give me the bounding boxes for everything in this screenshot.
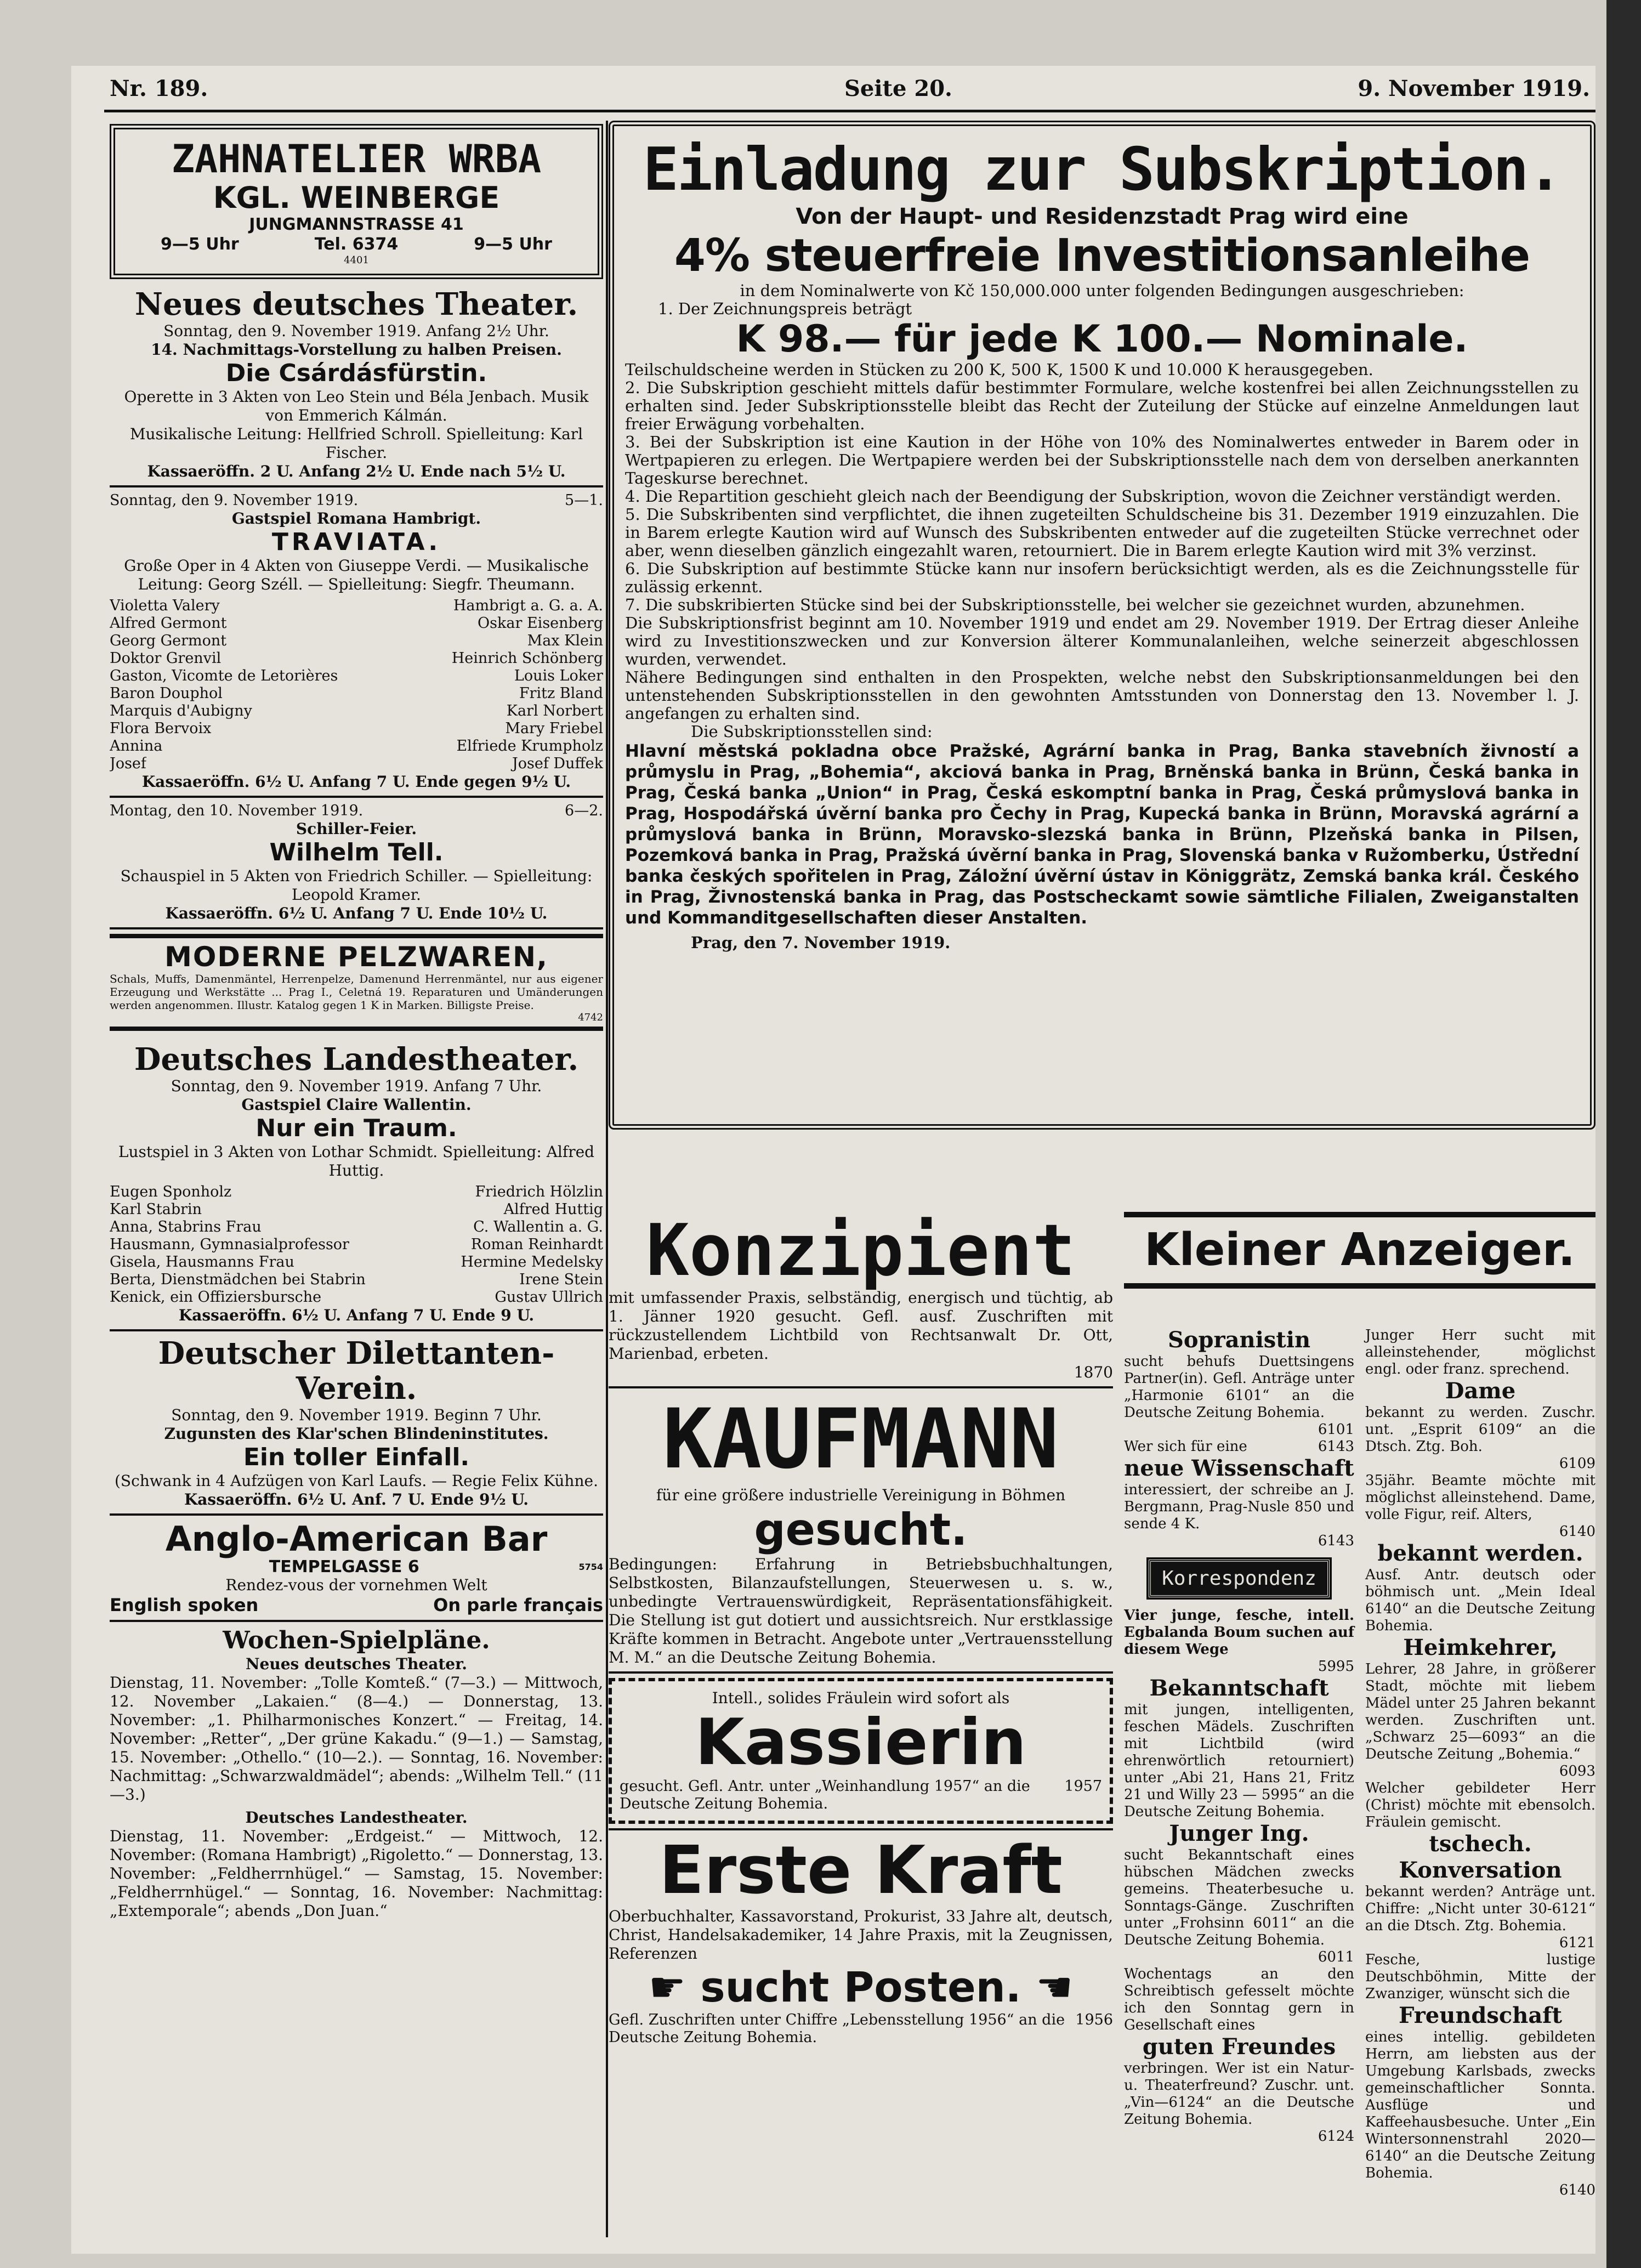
- kleiner-col-1: [1124, 1327, 1354, 2145]
- dil-title: Deutscher Dilettanten-Verein.: [158, 1335, 555, 1407]
- cast-role: Eugen Sponholz: [110, 1183, 232, 1200]
- subscription-notice: [609, 121, 1595, 1130]
- bar-code: 5754: [578, 1562, 603, 1572]
- ndt-line-2: 14. Nachmittags-Vorstellung zu halben Preisen.: [151, 341, 562, 359]
- cast-actor: Fritz Bland: [519, 685, 603, 702]
- woch-text-2: Dienstag, 11. November: „Erdgeist.“ — Mittwoch, 12. November: (Romana Hambrigt) „Rigoletto.“ — Donnerstag, 13. November: „Feldherrnhügel.“ — Samstag, 15. November: „Feldherrnhügel.“ — Sonntag, 16. November: Nachmittag: „Extemporale“; abends „Don Juan.“: [110, 1827, 603, 1920]
- ndt-line-12: Schauspiel in 5 Akten von Friedrich Schiller. — Spielleitung: Leopold Kramer.: [120, 867, 593, 904]
- ka-text: Junger Herr sucht mit alleinstehender, möglichst engl. oder franz. sprechend.: [1365, 1327, 1595, 1377]
- cast-role: Alfred Germont: [110, 615, 227, 632]
- ka-heading: tschech. Konversation: [1399, 1831, 1562, 1883]
- konz-title: Konzipient: [646, 1209, 1076, 1292]
- cast-role: Josef: [110, 755, 146, 772]
- divider: [110, 485, 603, 487]
- kass-line-1: Intell., solides Fräulein wird sofort als: [712, 1689, 1010, 1707]
- pelz-text: Schals, Muffs, Damenmäntel, Herrenpelze, Damenund Herrenmäntel, nur aus eigener Erzeugung und Werkstätte ... Prag I., Celetná 19. Reparaturen und Umänderungen werden angenommen. Illustr. Katalog gegen 1 K in Marken. Billigste Preise.: [110, 972, 603, 1012]
- cast-role: Baron Douphol: [110, 685, 223, 702]
- sub-para-5: 5. Die Subskribenten sind verpflichtet, die ihnen zugeteilten Schuldscheine bis 31. Dezember 1919 einzuzahlen. Die in Barem erlegte Kaution wird auf Wunsch des Subskribenten entweder auf die zugeteilten Stücke verrechnet oder aber, wenn dieselben gänzlich eingezahlt waren, retourniert. Die in Barem erlegte Kaution wird mit 3% verzinst.: [625, 505, 1579, 560]
- cast-actor: Josef Duffek: [512, 755, 603, 772]
- cast-actor: Alfred Huttig: [503, 1201, 603, 1218]
- cast-actor: Hermine Medelsky: [461, 1254, 603, 1271]
- ndt-date-2-code: 5—1.: [565, 492, 603, 509]
- ka-text: Fesche, lustige Deutschböhmin, Mitte der Zwanziger, wünscht sich die: [1365, 1952, 1595, 2002]
- ndt-play-3: Wilhelm Tell.: [269, 838, 444, 866]
- ka-text: sucht behufs Duettsingens Partner(in). Gefl. Anträge unter „Harmonie 6101“ an die Deutsche Zeitung Bohemia.: [1124, 1353, 1354, 1421]
- ndt-date-2: [110, 492, 603, 509]
- bar-street: TEMPELGASSE 6: [269, 1557, 419, 1577]
- ka-code: 6124: [1318, 2128, 1354, 2145]
- cast-role: Flora Bervoix: [110, 720, 212, 737]
- cast-row: [110, 1271, 603, 1289]
- ka-row: [1124, 1438, 1354, 1455]
- divider: [110, 1513, 603, 1516]
- ndt-line-13: Kassaeröffn. 6½ U. Anfang 7 U. Ende 10½ U.: [165, 904, 548, 922]
- kass-code: 1957: [1064, 1778, 1102, 1795]
- cast-row: [110, 650, 603, 667]
- cast-role: Berta, Dienstmädchen bei Stabrin: [110, 1271, 366, 1288]
- ka-code: 6143: [1318, 1438, 1354, 1455]
- cast-role: Kenick, ein Offiziersbursche: [110, 1289, 322, 1306]
- ads-left: [609, 1209, 1113, 2237]
- ka-code: 5995: [1318, 1658, 1354, 1675]
- cast-role: Hausmann, Gymnasialprofessor: [110, 1236, 349, 1253]
- cast-row: [110, 632, 603, 650]
- ndt-date-3-code: 6—2.: [565, 802, 603, 819]
- ldt-section: [110, 1042, 603, 1325]
- sub-price: K 98.— für jede K 100.— Nominale.: [736, 317, 1468, 361]
- page-header: [110, 76, 1590, 109]
- sub-para-7: 7. Die subskribierten Stücke sind bei der Subskriptionsstelle, bei welcher sie gezeichnet wurden, abzunehmen.: [625, 596, 1525, 614]
- woch-sub-2: Deutsches Landestheater.: [245, 1808, 468, 1827]
- erste-foot: Gefl. Zuschriften unter Chiffre „Lebensstellung 1956“ an die Deutsche Zeitung Bohemia.: [609, 2011, 1065, 2046]
- ka-heading: bekannt werden.: [1377, 1540, 1583, 1566]
- ldt-play: Nur ein Traum.: [255, 1114, 457, 1142]
- cast-row: [110, 1218, 603, 1236]
- ka-heading: guten Freundes: [1142, 2034, 1336, 2060]
- sub-para-9: Nähere Bedingungen sind enthalten in den Prospekten, welche nebst den Subskriptionsanmeldungen bei den untenstehenden Subskriptionsstellen in den gewohnten Amtsstunden von Donnerstag den 13. November l. J. angefangen zu erhalten sind.: [625, 668, 1579, 723]
- ka-text: 35jähr. Beamte möchte mit möglichst alleinstehend. Dame, volle Figur, reif. Alters,: [1365, 1472, 1595, 1523]
- cast-actor: Elfriede Krumpholz: [456, 738, 603, 755]
- cast-row: [110, 615, 603, 632]
- wochen-spielplaene: [110, 1626, 603, 1920]
- left-column: [110, 121, 603, 2237]
- cast-role: Annina: [110, 738, 163, 755]
- kass-text-row: [620, 1778, 1102, 1813]
- dil-line-3: (Schwank in 4 Aufzügen von Karl Laufs. — Regie Felix Kühne.: [115, 1472, 598, 1490]
- ka-text: Wochentags an den Schreibtisch gefesselt möchte ich den Sonntag gern in Gesellschaft eines: [1124, 1966, 1354, 2033]
- sub-line-3: 1. Der Zeichnungspreis beträgt: [658, 299, 912, 318]
- traviata-cast: [110, 597, 603, 773]
- issue-date: 9. November 1919.: [1358, 76, 1590, 101]
- ka-heading: Dame: [1445, 1378, 1516, 1404]
- sub-para-8: Die Subskriptionsfrist beginnt am 10. November 1919 und endet am 29. November 1919. Der Ertrag dieser Anleihe wird zu Investitionszwecken und zur Konversion älterer Kommunalanleihen, welche seinerzeit abgeschlossen wurden, verwendet.: [625, 614, 1579, 668]
- ndt-line-4: Musikalische Leitung: Hellfried Schroll. Spielleitung: Karl Fischer.: [129, 425, 583, 462]
- cast-role: Karl Stabrin: [110, 1201, 202, 1218]
- header-rule: [104, 110, 1595, 112]
- ndt-play-1: Die Csárdásfürstin.: [225, 359, 487, 387]
- ka-text: verbringen. Wer ist ein Natur- u. Theaterfreund? Zuschr. unt. „Vin—6124“ an die Deutsche Zeitung Bohemia.: [1124, 2060, 1354, 2128]
- sub-para-10: Die Subskriptionsstellen sind:: [691, 722, 933, 741]
- sub-title: Einladung zur Subskription.: [643, 135, 1561, 204]
- cast-actor: Irene Stein: [519, 1271, 603, 1288]
- woch-text-1: Dienstag, 11. November: „Tolle Komteß.“ (7—3.) — Mittwoch, 12. November „Lakaien.“ (8—4.) — Donnerstag, 13. November: „1. Philharmonisches Konzert.“ — Freitag, 14. November: „Retter“, „Der grüne Kakadu.“ (9—1.) — Samstag, 15. November: „Othello.“ (10—2.). — Sonntag, 16. November: Nachmittag: „Schwarzwaldmädel“; abends: „Wilhelm Tell.“ (11—3.): [110, 1674, 603, 1804]
- sub-headline: 4% steuerfreie Investitionsanleihe: [674, 230, 1530, 282]
- dil-line-4: Kassaeröffn. 6½ U. Anf. 7 U. Ende 9½ U.: [184, 1490, 529, 1509]
- ndt-line-1: Sonntag, den 9. November 1919. Anfang 2½ Uhr.: [163, 322, 549, 340]
- cast-role: Gaston, Vicomte de Letorières: [110, 667, 338, 684]
- ndt-line-8: Große Oper in 4 Akten von Giuseppe Verdi. — Musikalische Leitung: Georg Széll. — Spielleitung: Siegfr. Theumann.: [124, 557, 589, 593]
- zahn-code: 4401: [344, 254, 369, 266]
- ndt-date-3-text: Montag, den 10. November 1919.: [110, 802, 364, 819]
- cast-row: [110, 1201, 603, 1218]
- sub-signature: Prag, den 7. November 1919.: [691, 933, 951, 952]
- zahn-tel: Tel. 6374: [314, 235, 399, 254]
- erste-sucht-row: [609, 1963, 1113, 2011]
- cast-actor: Gustav Ullrich: [495, 1289, 603, 1306]
- ndt-title: Neues deutsches Theater.: [134, 286, 578, 322]
- zahn-hours: [123, 235, 590, 254]
- ndt-section: [110, 287, 603, 923]
- cast-row: [110, 702, 603, 720]
- divider: [110, 1329, 603, 1331]
- cast-role: Doktor Grenvil: [110, 650, 222, 667]
- cast-role: Anna, Stabrins Frau: [110, 1218, 262, 1235]
- ka-text: eines intellig. gebildeten Herrn, am liebsten aus der Umgebung Karlsbads, zwecks gemeinschaftlicher Sonnta. Ausflüge und Kaffeehausbesuche. Unter „Ein Wintersonnenstrahl 2020—6140“ an die Deutsche Zeitung Bohemia.: [1365, 2029, 1595, 2181]
- zahn-hours-2: 9—5 Uhr: [474, 235, 552, 254]
- kass-title: Kassierin: [695, 1705, 1027, 1779]
- divider: [110, 1620, 603, 1622]
- kauf-line-2: gesucht.: [754, 1504, 968, 1555]
- pelz-code: 4742: [578, 1012, 603, 1023]
- erste-sucht: sucht Posten.: [700, 1963, 1021, 2011]
- cast-actor: Max Klein: [527, 632, 603, 649]
- ldt-line-2: Gastspiel Claire Wallentin.: [241, 1096, 472, 1114]
- ndt-line-11: Schiller-Feier.: [296, 820, 417, 838]
- ka-text: Vier junge, fesche, intell. Egbalanda Boum suchen auf diesem Wege: [1124, 1607, 1354, 1658]
- ldt-line-4: Kassaeröffn. 6½ U. Anfang 7 U. Ende 9 U.: [178, 1306, 535, 1324]
- konz-text: mit umfassender Praxis, selbständig, energisch und tüchtig, ab 1. Jänner 1920 gesucht. Gefl. ausf. Zuschriften mit rückzustellendem Lichtbild von Rechtsanwalt Dr. Ott, Marienbad, erbeten.: [609, 1289, 1113, 1363]
- sub-para-4: 4. Die Repartition geschieht gleich nach der Beendigung der Subskription, wovon die Zeichner verständigt werden.: [625, 487, 1561, 506]
- ka-text: Wer sich für eine: [1124, 1438, 1247, 1455]
- cast-role: Georg Germont: [110, 632, 227, 649]
- cast-actor: Friedrich Hölzlin: [475, 1183, 603, 1200]
- cast-actor: Heinrich Schönberg: [451, 650, 603, 667]
- ka-code: 6140: [1559, 1523, 1595, 1540]
- ka-heading: Heimkehrer,: [1403, 1635, 1558, 1660]
- issue-number: Nr. 189.: [110, 76, 208, 101]
- cast-row: [110, 597, 603, 615]
- kauf-title: KAUFMANN: [662, 1392, 1059, 1487]
- right-column: [609, 121, 1595, 2237]
- cast-row: [110, 1236, 603, 1254]
- erste-text: Oberbuchhalter, Kassavorstand, Prokurist, 33 Jahre alt, deutsch, Christ, Handelsakademiker, 14 Jahre Praxis, mit la Zeugnissen, Referenzen: [609, 1907, 1113, 1963]
- bar-name: Anglo-American Bar: [165, 1519, 548, 1559]
- zahnatelier-ad: [110, 124, 603, 279]
- kauf-line-1: für eine größere industrielle Vereinigung in Böhmen: [656, 1486, 1066, 1504]
- ka-text: Welcher gebildeter Herr (Christ) möchte mit ebensolch. Fräulein gemischt.: [1365, 1780, 1595, 1830]
- ka-text: sucht Bekanntschaft eines hübschen Mädchen zwecks gemeins. Theaterbesuche u. Sonntags-Gänge. Zuschriften unter „Frohsinn 6011“ an die Deutsche Zeitung Bohemia.: [1124, 1847, 1354, 1948]
- column-rule: [606, 121, 608, 2237]
- ka-code: 6109: [1559, 1455, 1595, 1472]
- ldt-title: Deutsches Landestheater.: [134, 1041, 579, 1078]
- ka-text: mit jungen, intelligenten, feschen Mädels. Zuschriften mit Lichtbild (wird ehrenwörtlich retourniert) unter „Abi 21, Hans 21, Fritz 21 und Willy 23 — 5995“ an die Deutsche Zeitung Bohemia.: [1124, 1702, 1354, 1820]
- divider: [110, 927, 603, 929]
- ndt-date-2-text: Sonntag, den 9. November 1919.: [110, 492, 359, 509]
- bar-french: On parle français: [433, 1595, 603, 1615]
- ndt-date-3: [110, 802, 603, 820]
- ka-code: 6140: [1559, 2182, 1595, 2198]
- erste-title: Erste Kraft: [659, 1833, 1063, 1909]
- zahn-street: JUNGMANNSTRASSE 41: [249, 215, 464, 234]
- ka-text: Lehrer, 28 Jahre, in größerer Stadt, möchte mit liebem Mädel unter 25 Jahren bekannt werden. Zuschriften unt. „Schwarz 25—6093“ an die Deutsche Zeitung „Bohemia.“: [1365, 1661, 1595, 1762]
- ka-heading: Freundschaft: [1399, 2003, 1562, 2028]
- cast-row: [110, 720, 603, 738]
- sub-para-2: 2. Die Subskription geschieht mittels dafür bestimmter Formulare, welche kostenfrei bei allen Zeichnungsstellen zu erhalten sind. Jeder Subskriptionsstelle bleibt das Recht der Zuteilung der Stücke auf einzelne Anmeldungen laut freier Erwägung vorbehalten.: [625, 378, 1579, 433]
- ads-area: [609, 1209, 1595, 2237]
- dil-line-1: Sonntag, den 9. November 1919. Beginn 7 Uhr.: [171, 1406, 542, 1424]
- bar-street-row: [110, 1558, 603, 1576]
- divider: [609, 1671, 1113, 1674]
- korrespondenz-label: Korrespondenz: [1149, 1560, 1330, 1597]
- divider: [110, 796, 603, 798]
- newspaper-page: [71, 66, 1595, 2254]
- ldt-line-3: Lustspiel in 3 Akten von Lothar Schmidt. Spielleitung: Alfred Huttig.: [118, 1143, 595, 1180]
- ka-heading: Bekanntschaft: [1149, 1675, 1329, 1701]
- cast-role: Marquis d'Aubigny: [110, 702, 252, 719]
- ndt-play-2: TRAVIATA.: [271, 528, 441, 556]
- page-number: Seite 20.: [844, 76, 952, 101]
- sub-para-1: Teilschuldscheine werden in Stücken zu 200 K, 500 K, 1500 K und 10.000 K herausgegeben.: [625, 360, 1373, 379]
- cast-actor: Louis Loker: [514, 667, 603, 684]
- ka-text: bekannt werden? Anträge unt. Chiffre: „Nicht unter 30-6121“ an die Dtsch. Ztg. Bohemia.: [1365, 1884, 1595, 1934]
- ka-heading: neue Wissenschaft: [1124, 1455, 1354, 1481]
- kass-text: gesucht. Gefl. Antr. unter „Weinhandlung 1957“ an die Deutsche Zeitung Bohemia.: [620, 1778, 1030, 1812]
- pointing-hand-icon: ☚: [1036, 1963, 1074, 2011]
- sub-line-1: Von der Haupt- und Residenzstadt Prag wird eine: [796, 204, 1409, 229]
- bar-ad: [110, 1520, 603, 1615]
- zahn-place: KGL. WEINBERGE: [213, 180, 500, 215]
- ka-code: 6093: [1559, 1763, 1595, 1779]
- cast-row: [110, 685, 603, 702]
- cast-role: Gisela, Hausmanns Frau: [110, 1254, 294, 1271]
- cast-actor: Oskar Eisenberg: [478, 615, 603, 632]
- ndt-line-7: Gastspiel Romana Hambrigt.: [231, 509, 481, 528]
- ndt-line-3: Operette in 3 Akten von Leo Stein und Béla Jenbach. Musik von Emmerich Kálmán.: [124, 388, 589, 424]
- ldt-line-1: Sonntag, den 9. November 1919. Anfang 7 Uhr.: [171, 1077, 542, 1095]
- cast-row: [110, 1289, 603, 1306]
- divider: [609, 1828, 1113, 1830]
- ka-text: bekannt zu werden. Zuschr. unt. „Esprit 6109“ an die Dtsch. Ztg. Boh.: [1365, 1404, 1595, 1455]
- dil-line-2: Zugunsten des Klar'schen Blindeninstitutes.: [164, 1425, 549, 1443]
- pelz-title: MODERNE PELZWAREN,: [164, 941, 548, 973]
- konzipient-ad: [609, 1209, 1113, 1382]
- ka-heading: Junger Ing.: [1169, 1821, 1309, 1846]
- adjacent-page-edge: [1606, 0, 1641, 2268]
- cast-row: [110, 1183, 603, 1201]
- bar-line-1: Rendez-vous der vornehmen Welt: [225, 1576, 487, 1594]
- erste-kraft-ad: [609, 1835, 1113, 2046]
- cast-row: [110, 667, 603, 685]
- woch-title: Wochen-Spielpläne.: [223, 1626, 490, 1654]
- erste-code: 1956: [1075, 2011, 1113, 2028]
- kauf-text: Bedingungen: Erfahrung in Betriebsbuchhaltungen, Selbstkosten, Bilanzaufstellungen, Steuerwesen u. s. w., unbedingte Vertrauenswürdigkeit, Repräsentationsfähigkeit. Die Stellung ist gut dotiert und aussichtsreich. Nur erstklassige Kräfte kommen in Betracht. Angebote unter „Vertrauensstellung M. M.“ an die Deutsche Zeitung Bohemia.: [609, 1555, 1113, 1666]
- woch-sub-1: Neues deutsches Theater.: [245, 1655, 468, 1673]
- ka-code: 6143: [1318, 1533, 1354, 1549]
- cast-actor: Roman Reinhardt: [470, 1236, 603, 1253]
- konz-code: 1870: [1074, 1363, 1113, 1381]
- bar-languages: [110, 1595, 603, 1615]
- cast-actor: Karl Norbert: [506, 702, 603, 719]
- divider: [609, 1386, 1113, 1388]
- ndt-line-9: Kassaeröffn. 6½ U. Anfang 7 U. Ende gegen 9½ U.: [141, 773, 571, 791]
- ka-code: 6101: [1318, 1421, 1354, 1438]
- cast-role: Violetta Valery: [110, 597, 220, 614]
- sub-para-3: 3. Bei der Subskription ist eine Kaution in der Höhe von 10% des Nominalwertes entweder in Barem oder in Wertpapieren zu erlegen. Die Wertpapiere werden bei der Subskriptionsstelle nach dem von derselben anerkannten Tageskurse berechnet.: [625, 433, 1579, 487]
- kassierin-ad: [609, 1678, 1113, 1824]
- ka-text: interessiert, der schreibe an J. Bergmann, Prag-Nusle 850 und sende 4 K.: [1124, 1482, 1354, 1532]
- cast-actor: Mary Friebel: [505, 720, 603, 737]
- sub-banks: Hlavní městská pokladna obce Pražské, Agrární banka in Prag, Banka stavebních živností a průmyslu in Prag, „Bohemia“, akciová banka in Prag, Brněnská banka in Brünn, Česká banka in Prag, Česká banka „Union“ in Prag, Česká eskomptní banka in Prag, Česká průmyslová banka in Prag, Hospodářská úvěrní banka pro Čechy in Prag, Kupecká banka in Brünn, Moravská agrární a průmyslová banka in Brünn, Moravsko-slezská banka in Brünn, Plzeňská banka in Pilsen, Pozemková banka in Prag, Pražská úvěrní banka in Prag, Slovenská banka v Ružomberku, Ústřední banka českých spořitelen in Prag, Záložní úvěrní ústav in Königgrätz, Zemská banka král. Českého in Prag, Živnostenská banka in Prag, das Postscheckamt sowie sämtliche Filialen, Zweiganstalten und Kommanditgesellschaften dieser Anstalten.: [625, 741, 1579, 928]
- zahn-hours-1: 9—5 Uhr: [161, 235, 239, 254]
- kleiner-anzeiger: [1124, 1212, 1595, 2237]
- korrespondenz-banner: [1124, 1560, 1354, 1597]
- dilettanten-section: [110, 1336, 603, 1509]
- ka-code: 6121: [1559, 1935, 1595, 1951]
- ndt-line-5: Kassaeröffn. 2 U. Anfang 2½ U. Ende nach 5½ U.: [147, 462, 566, 480]
- ka-heading: Sopranistin: [1167, 1327, 1311, 1353]
- erste-foot-row: [609, 2011, 1113, 2046]
- bar-english: English spoken: [110, 1595, 259, 1615]
- cast-row: [110, 1254, 603, 1271]
- cast-row: [110, 755, 603, 773]
- pointing-hand-icon: ☛: [648, 1963, 686, 2011]
- ldt-cast: [110, 1183, 603, 1306]
- dil-play: Ein toller Einfall.: [243, 1443, 470, 1471]
- cast-actor: C. Wallentin a. G.: [473, 1218, 603, 1235]
- zahn-name: ZAHNATELIER WRBA: [171, 137, 542, 182]
- pelzwaren-ad: [110, 934, 603, 1031]
- sub-para-6: 6. Die Subskription auf bestimmte Stücke kann nur insofern berücksichtigt werden, als es die Zeichnungsstelle für zulässig erkennt.: [625, 559, 1579, 596]
- ka-text: Ausf. Antr. deutsch oder böhmisch unt. „Mein Ideal 6140“ an die Deutsche Zeitung Bohemia.: [1365, 1567, 1595, 1634]
- kleiner-col-2: [1365, 1327, 1595, 2199]
- kleiner-title: Kleiner Anzeiger.: [1124, 1212, 1595, 1289]
- sub-line-2: in dem Nominalwerte von Kč 150,000.000 unter folgenden Bedingungen ausgeschrieben:: [740, 281, 1464, 300]
- kaufmann-ad: [609, 1393, 1113, 1667]
- cast-row: [110, 738, 603, 755]
- cast-actor: Hambrigt a. G. a. A.: [453, 597, 603, 614]
- ka-code: 6011: [1318, 1949, 1354, 1965]
